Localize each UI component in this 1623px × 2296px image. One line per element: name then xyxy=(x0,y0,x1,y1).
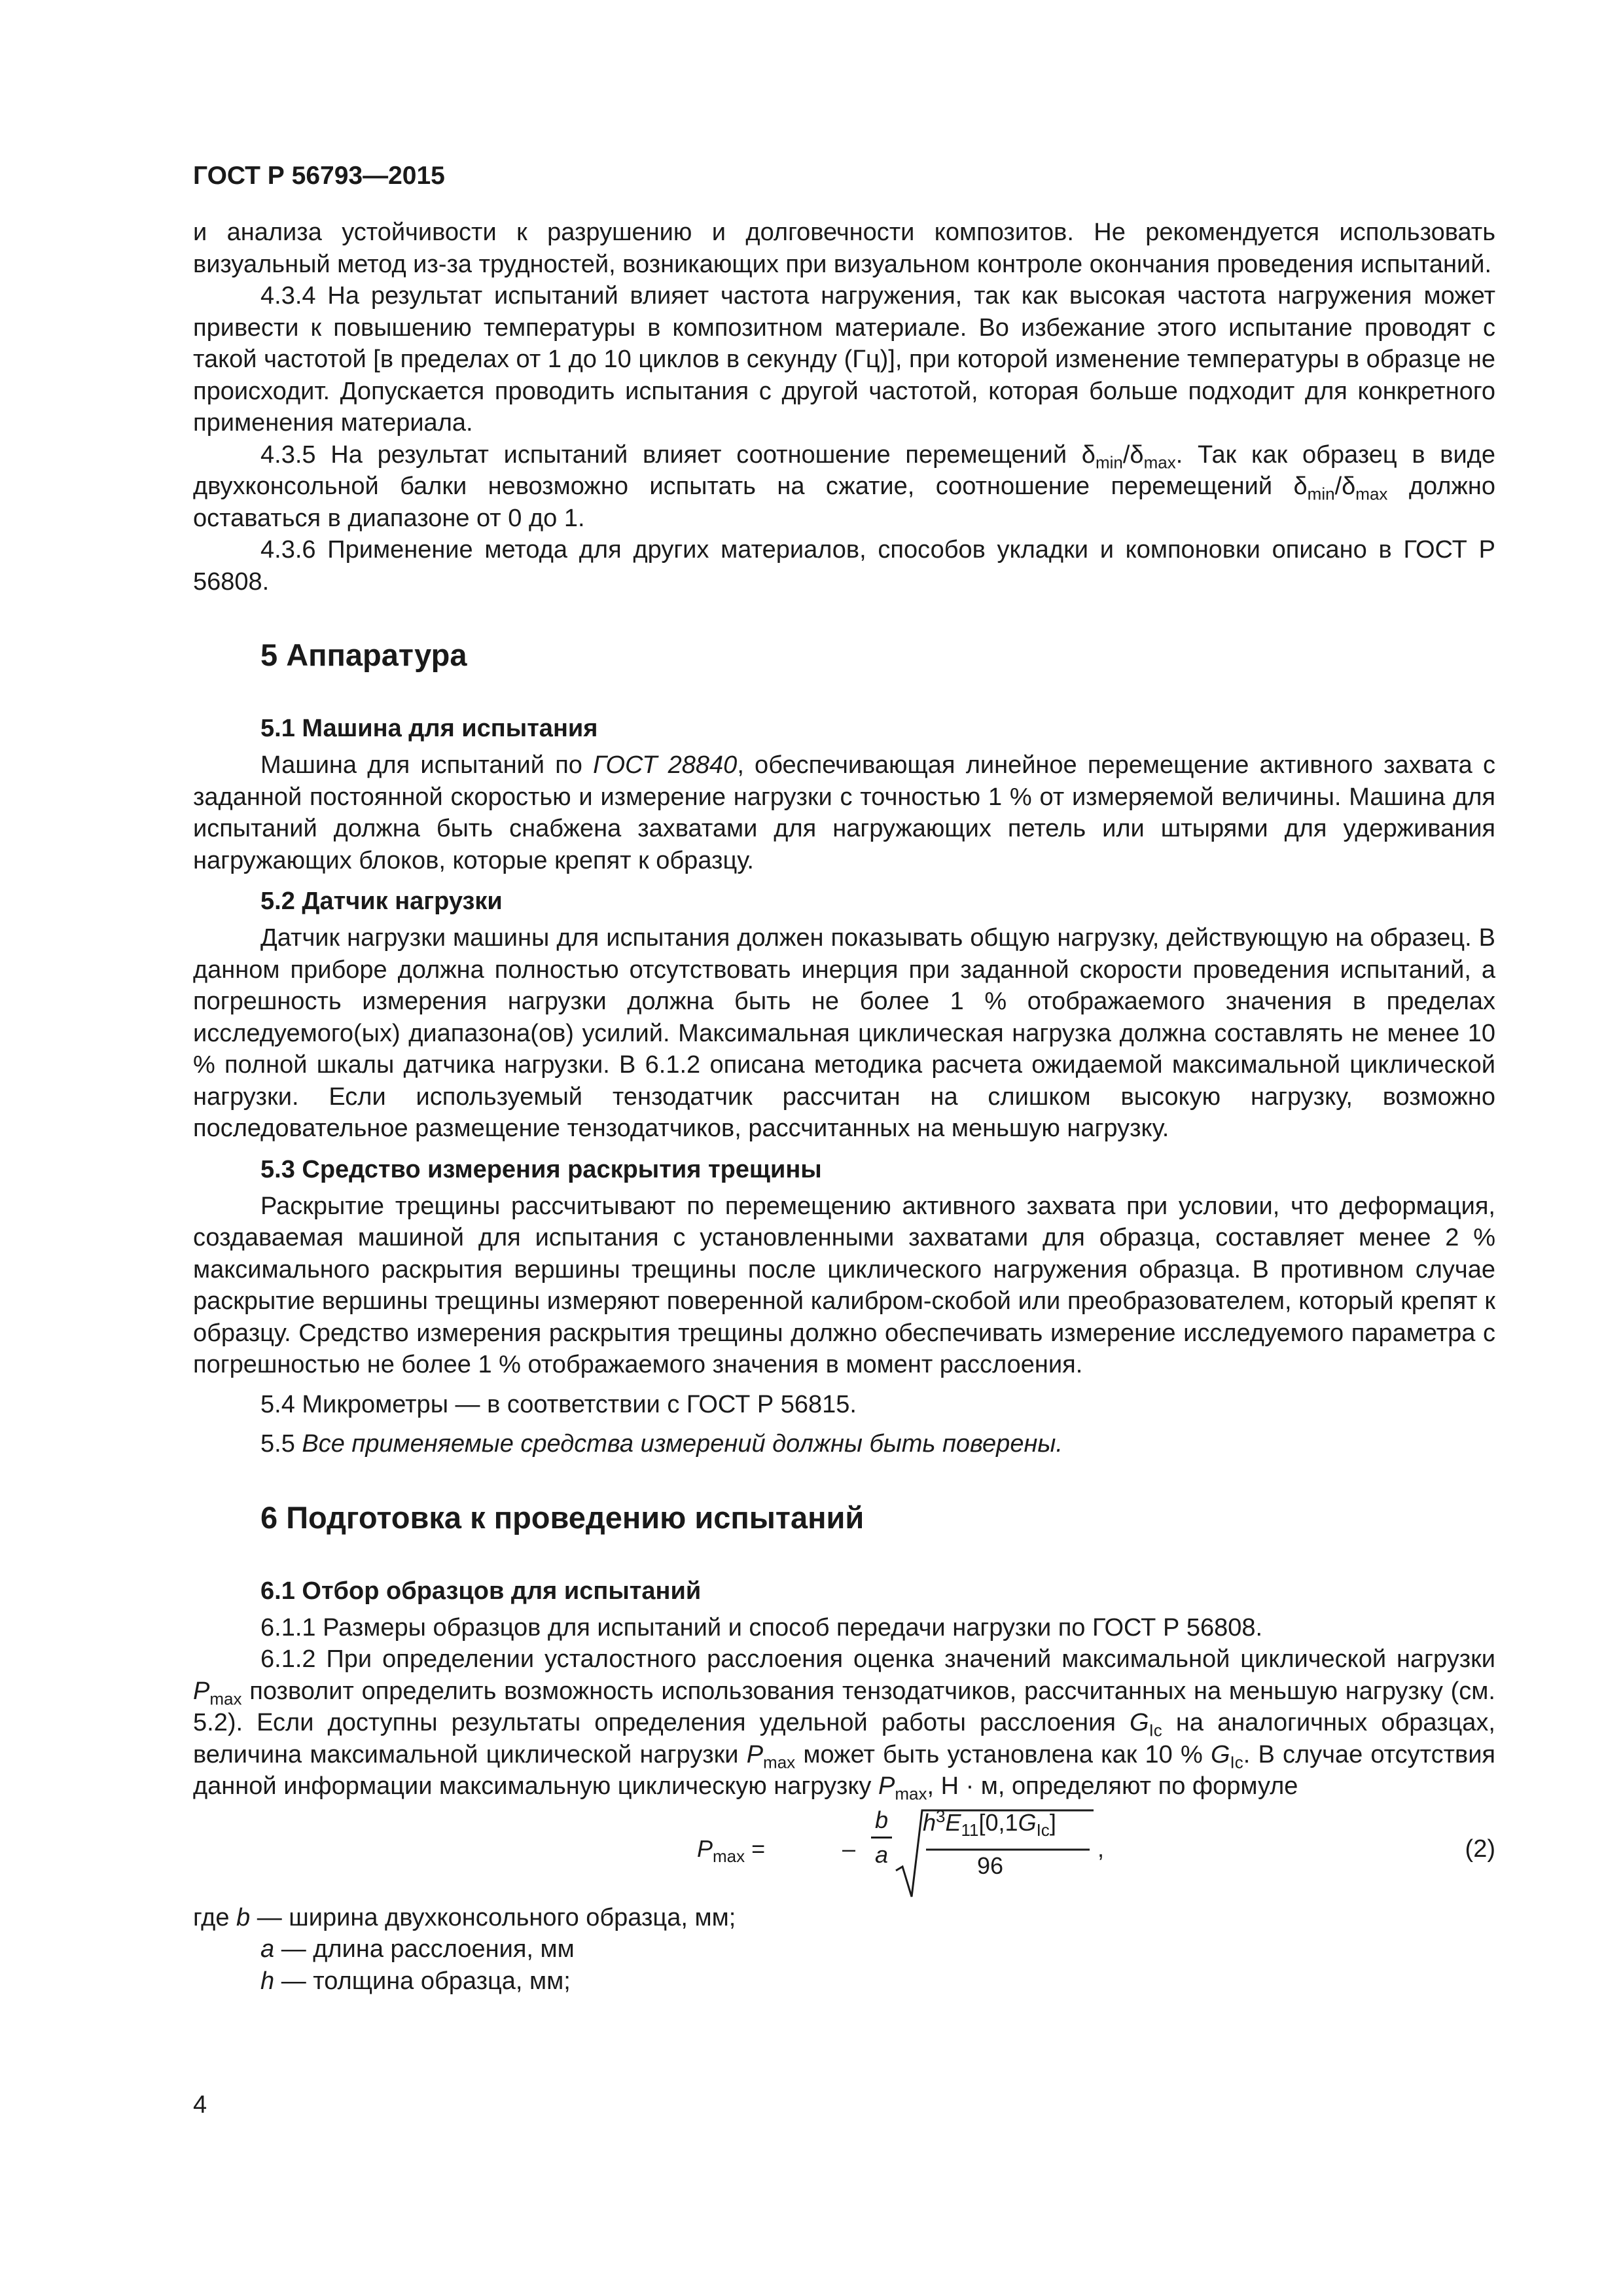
formula-lhs: $P_{max}$ = xyxy=(697,1835,766,1866)
paragraph-5-5: 5.5 Все применяемые средства измерений должны быть поверены. xyxy=(260,1430,1063,1458)
section-6-heading: 6 Подготовка к проведению испытаний xyxy=(260,1499,865,1535)
paragraph-4-3-6: 4.3.6 Применение метода для других материалов, способов укладки и компоновки описано в ГОСТ Р 56808. xyxy=(193,536,1495,596)
subsection-6-1-heading: 6.1 Отбор образцов для испытаний xyxy=(260,1577,702,1605)
paragraph-5-3: Раскрытие трещины рассчитывают по перемещению активного захвата при условии, что деформация, создаваемая машиной для испытания с установленными захватами для образца, составляет менее 2 % максимального раскрытия вершины трещины после циклического нагружения образца. В противном случае раскрытие вершины трещины измеряют поверенной калибром-скобой или преобразователем, который крепят к образцу. Средство измерения раскрытия трещины должно обеспечивать измерение исследуемого параметра с погрешностью не более 1 % отображаемого значения в момент расслоения. xyxy=(193,1192,1495,1378)
definition-a: a — длина расслоения, мм xyxy=(260,1935,575,1963)
document-header: ГОСТ Р 56793—2015 xyxy=(193,162,445,190)
formula-2-row xyxy=(193,1805,1495,1902)
paragraph-6-1-2: 6.1.2 При определении усталостного расслоения оценка значений максимальной циклической нагрузки $P_{max}$ позволит определить возможность использования тензодатчиков, рассчитанных на меньшую нагрузку (см. 5.2). Если доступны результаты определения удельной работы расслоения $G_{Ic}$ на аналогичных образцах, величина максимальной циклической нагрузки $P_{max}$ может быть установлена как 10 % $G_{Ic}$. В случае отсутствия данной информации максимальную циклическую нагрузку $P_{max}$, Н · м, определяют по формуле xyxy=(193,1645,1496,1804)
root-denominator: 96 xyxy=(977,1852,1004,1879)
formula-fraction-b-over-a: b a xyxy=(868,1805,895,1870)
definition-b: где b — ширина двухконсольного образца, мм; xyxy=(193,1903,736,1931)
paragraph-4-3-4: 4.3.4 На результат испытаний влияет частота нагружения, так как высокая частота нагружения может привести к повышению температуры в композитном материале. Во избежание этого испытание проводят с такой частотой [в пределах от 1 до 10 циклов в секунду (Гц)], при которой изменение температуры в образце не происходит. Допускается проводить испытания с другой частотой, которая больше подходит для конкретного применения материала. xyxy=(193,282,1495,437)
intro-paragraph: и анализа устойчивости к разрушению и долговечности композитов. Не рекомендуется использовать визуальный метод из-за трудностей, возникающих при визуальном контроле окончания проведения испытаний. xyxy=(193,219,1495,278)
paragraph-6-1-1: 6.1.1 Размеры образцов для испытаний и способ передачи нагрузки по ГОСТ Р 56808. xyxy=(260,1613,1263,1641)
definition-h: h — толщина образца, мм; xyxy=(260,1967,571,1995)
subsection-5-2-heading: 5.2 Датчик нагрузки xyxy=(260,888,503,915)
formula-comma: , xyxy=(1097,1835,1105,1862)
formula-number: (2) xyxy=(1465,1835,1495,1863)
subsection-5-3-heading: 5.3 Средство измерения раскрытия трещины xyxy=(260,1155,822,1183)
paragraph-5-1: Машина для испытаний по ГОСТ 28840, обеспечивающая линейное перемещение активного захвата с заданной постоянной скоростью и измерение нагрузки с точностью 1 % от измеряемой величины. Машина для испытаний должна быть снабжена захватами для нагружающих петель или штырями для удерживания нагружающих блоков, которые крепят к образцу. xyxy=(193,751,1495,874)
subsection-5-1-heading: 5.1 Машина для испытания xyxy=(260,715,598,742)
paragraph-4-3-5: 4.3.5 На результат испытаний влияет соотношение перемещений $\delta_{min}/\delta_{max}$. Так как образец в виде двухконсольной балки невозможно испытать на сжатие, соотношение перемещений $\delta_{min}/\delta_{max}$ должно оставаться в диапазоне от 0 до 1. xyxy=(193,440,1495,532)
paragraph-5-2: Датчик нагрузки машины для испытания должен показывать общую нагрузку, действующую на образец. В данном приборе должна полностью отсутствовать инерция при заданной скорости проведения испытаний, а погрешность измерения нагрузки должна быть не более 1 % отображаемого значения в пределах исследуемого(ых) диапазона(ов) усилий. Максимальная циклическая нагрузка должна составлять не менее 10 % полной шкалы датчика нагрузки. В 6.1.2 описана методика расчета ожидаемой максимальной циклической нагрузки. Если используемый тензодатчик рассчитан на слишком высокую нагрузку, возможно последовательное размещение тензодатчиков, рассчитанных на меньшую нагрузку. xyxy=(193,924,1495,1142)
paragraph-5-4: 5.4 Микрометры — в соответствии с ГОСТ Р 56815. xyxy=(260,1390,857,1418)
section-5-heading: 5 Аппаратура xyxy=(260,637,467,672)
document-page xyxy=(193,160,1495,1997)
variable-definitions xyxy=(193,1902,1495,1998)
page-number: 4 xyxy=(193,2091,207,2119)
formula-2 xyxy=(697,1805,1194,1902)
formula-minus: – xyxy=(842,1835,856,1862)
root-numerator: $h^3E_{11}[0,1G_{Ic}]$ xyxy=(923,1806,1056,1840)
